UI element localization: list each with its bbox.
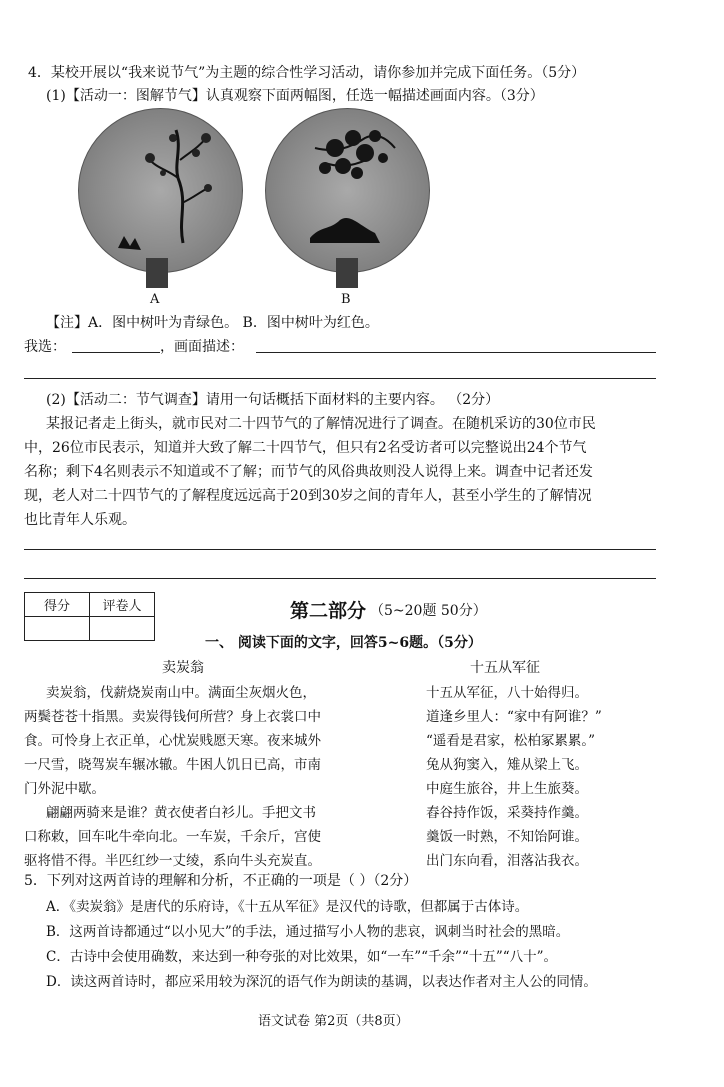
- poem2-line-4: 兔从狗窦入，雉从梁上飞。: [426, 757, 588, 773]
- grader-header: 评卷人: [90, 593, 155, 617]
- q5-stem: 5．下列对这两首诗的理解和分析，不正确的一项是（ ）（2分）: [24, 873, 418, 889]
- q4-activity2: (2)【活动二：节气调查】请用一句话概括下面材料的主要内容。 （2分）: [46, 392, 500, 408]
- poem1-line-2: 两鬓苍苍十指黑。卖炭得钱何所营？身上衣裳口中: [24, 709, 321, 725]
- describe-answer-line-1[interactable]: [256, 352, 656, 353]
- material-line-2: 中，26位市民表示，知道并大致了解二十四节气，但只有2名受访者可以完整说出24个节气: [24, 440, 587, 456]
- poem1-line-4: 一尺雪，晓驾炭车辗冰辙。牛困人饥日已高，市南: [24, 757, 321, 773]
- poem2-line-6: 舂谷持作饭，采葵持作羹。: [426, 805, 588, 821]
- poem2-line-3: “遥看是君家，松柏冢累累。”: [426, 733, 596, 749]
- poem2-title: 十五从军征: [470, 660, 540, 676]
- score-header: 得分: [25, 593, 90, 617]
- poem2-line-8: 出门东向看，泪落沾我衣。: [426, 853, 588, 869]
- choose-answer-line[interactable]: [72, 352, 160, 353]
- q5-option-a[interactable]: A．《卖炭翁》是唐代的乐府诗，《十五从军征》是汉代的诗歌，但都属于古体诗。: [46, 899, 529, 915]
- summary-answer-line-1[interactable]: [24, 549, 656, 550]
- q5-option-c[interactable]: C．古诗中会使用确数，来达到一种夸张的对比效果，如“一车”“千余”“十五”“八十”。: [46, 949, 558, 965]
- grader-cell[interactable]: [90, 617, 155, 641]
- describe-label: ，画面描述：: [160, 339, 244, 355]
- q5-option-d[interactable]: D．读这两首诗时，都应采用较为深沉的语气作为朗读的基调，以表达作者对主人公的同情。: [46, 974, 597, 990]
- fan-b-label: B: [341, 292, 351, 307]
- material-line-1: 某报记者走上街头，就市民对二十四节气的了解情况进行了调查。在随机采访的30位市民: [46, 416, 596, 432]
- poem2-line-1: 十五从军征，八十始得归。: [426, 685, 588, 701]
- part2-range: （5~20题 50分）: [370, 603, 487, 619]
- summary-answer-line-2[interactable]: [24, 578, 656, 579]
- choose-label: 我选：: [24, 339, 66, 355]
- poem2-line-2: 道逢乡里人：“家中有阿谁？”: [426, 709, 602, 725]
- describe-answer-line-2[interactable]: [24, 378, 656, 379]
- fan-a-label: A: [150, 292, 160, 307]
- poem1-line-1: 卖炭翁，伐薪烧炭南山中。满面尘灰烟火色，: [46, 685, 316, 701]
- poem2-line-5: 中庭生旅谷，井上生旅葵。: [426, 781, 588, 797]
- q4-stem: 4．某校开展以“我来说节气”为主题的综合性学习活动，请你参加并完成下面任务。（5分）: [28, 65, 586, 81]
- q5-option-b[interactable]: B．这两首诗都通过“以小见大”的手法，通过描写小人物的悲哀，讽刺当时社会的黑暗。: [46, 924, 570, 940]
- tree-branch-drawing-b: [265, 108, 428, 271]
- score-cell[interactable]: [25, 617, 90, 641]
- part2-title: 第二部分: [290, 600, 367, 622]
- poem1-line-6: 翩翩两骑来是谁？黄衣使者白衫儿。手把文书: [46, 805, 316, 821]
- tree-branch-drawing-a: [78, 108, 241, 271]
- score-box: [24, 592, 155, 641]
- poem1-line-3: 食。可怜身上衣正单，心忧炭贱愿天寒。夜来城外: [24, 733, 321, 749]
- q4-activity1: (1)【活动一：图解节气】认真观察下面两幅图，任选一幅描述画面内容。（3分）: [46, 88, 544, 104]
- material-line-5: 也比青年人乐观。: [24, 512, 136, 528]
- poem1-line-7: 口称敕，回车叱牛牵向北。一车炭，千余斤，宫使: [24, 829, 321, 845]
- poem1-line-8: 驱将惜不得。半匹红纱一丈绫，系向牛头充炭直。: [24, 853, 321, 869]
- section-heading: 一、 阅读下面的文字，回答5~6题。（5分）: [205, 635, 482, 651]
- poem1-title: 卖炭翁: [162, 660, 204, 676]
- page-footer: 语文试卷 第2页（共8页）: [258, 1014, 409, 1029]
- poem2-line-7: 羹饭一时熟，不知饴阿谁。: [426, 829, 588, 845]
- material-line-3: 名称；剩下4名则表示不知道或不了解；而节气的风俗典故则没人说得上来。调查中记者还发: [24, 464, 593, 480]
- poem1-line-5: 门外泥中歇。: [24, 781, 105, 797]
- material-line-4: 现，老人对二十四节气的了解程度远远高于20到30岁之间的青年人，甚至小学生的了解情况: [24, 488, 592, 504]
- q4-note: 【注】A．图中树叶为青绿色。 B．图中树叶为红色。: [46, 315, 379, 331]
